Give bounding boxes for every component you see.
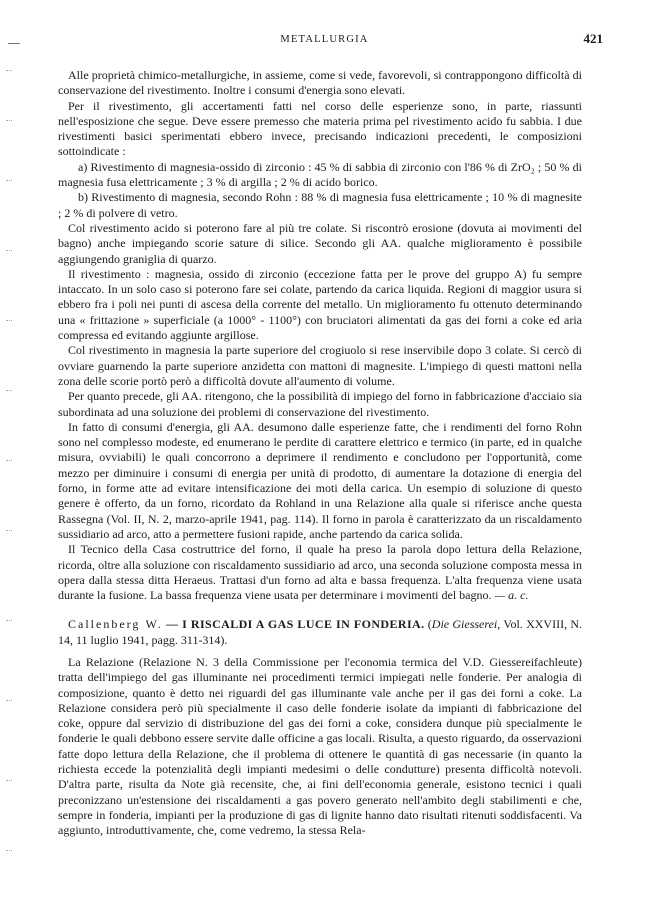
- paragraph: [58, 542, 582, 603]
- list-item: a) Rivestimento di magnesia-ossido di zirconio : 45 % di sabbia di zirconio con l'86 % di ZrO₂ ; 50 % di magnesia fusa elettricamente ; 3 % di argilla ; 2 % di acido borico.: [58, 159, 582, 190]
- page-header: [0, 30, 649, 50]
- paragraph: Il rivestimento : magnesia, ossido di zirconio (eccezione fatta per le prove del gruppo A) fu sempre intaccato. In un solo caso si poterono fare sei colate, partendo da carica liquida. Regioni di maggior usura si ebbero fra i poli nei punti di ascesa della corrente del metallo. Un miglioramento fu ottenuto determinando una « frittazione » superficiale (a 1000° - 1100°) con bruciatori alimentati da gas dei forni a coke ed aria compressa ed evitando aggiunte argillose.: [58, 266, 582, 343]
- paragraph: Per quanto precede, gli AA. ritengono, che la possibilità di impiego del forno in fabbricazione d'acciaio sia subordinata ad una soluzione dei problemi di conservazione del rivestimento.: [58, 389, 582, 419]
- citation-title: — I RISCALDI A GAS LUCE IN FONDERIA.: [166, 617, 425, 632]
- paragraph: Col rivestimento in magnesia la parte superiore del crogiuolo si rese inservibile dopo 3 colate. Si cercò di ovviare guarnendo la parte superiore anzidetta con mattoni di magnesite. L'impiego di questi mattoni nella zona delle scorie portò però a difficoltà dovute all'aumento di volume.: [58, 343, 582, 388]
- paragraph: Alle proprietà chimico-metallurgiche, in assieme, come si vede, favorevoli, si contrappongono difficoltà di conservazione del rivestimento. Inoltre i consumi d'energia sono elevati.: [58, 68, 582, 98]
- citation-author: Callenberg W.: [68, 617, 163, 632]
- paragraph-text: Il Tecnico della Casa costruttrice del forno, il quale ha preso la parola dopo lettura della Relazione, ricorda, oltre alla soluzione con riscaldamento sussidiario ad arco, una seconda soluzione composta messa in opera dalla stessa ditta Heraeus. Trattasi d'un forno ad alta e bassa frequenza. L'alta frequenza viene usata durante la fusione. La bassa frequenza viene usata per determinare i movimenti del bagno.: [58, 542, 582, 603]
- paragraph: In fatto di consumi d'energia, gli AA. desumono dalle esperienze fatte, che i rendimenti del forno Rohn sono nel complesso modeste, ed enumerano le perdite di carattere elettrico e termico (in parte, ed in qualche misura, ovviabili) le quali concorrono a deprimere il rendimento e concludono per l'opportunità, come mezzo per diminuire i consumi di energia per unità di prodotto, di aumentare la dotazione di energia del forno, in forme atte ad evitare intensificazione dei moti della carica. Un esempio di soluzione di questo genere è offerto, da un forno, ricordato da Rohland in una Relazione alla quale si riferisce anche questa Rassegna (Vol. II, N. 2, marzo-aprile 1941, pag. 114). Il forno in parola è caratterizzato da un riscaldamento sussidiario ad arco, atto a permettere fusioni rapide, anche partendo da carica solida.: [58, 419, 582, 541]
- page-number: 421: [583, 31, 603, 46]
- margin-scan-marks: [2, 60, 22, 880]
- paragraph: Per il rivestimento, gli accertamenti fatti nel corso delle esperienze sono, in parte, riassunti nell'esposizione che segue. Deve essere premesso che materia prima pel rivestimento acido fu sabbia. I due rivestimenti basici sperimentati ebbero invece, precisando indicazioni precedenti, le composizioni sottoindicate :: [58, 98, 582, 159]
- running-title: METALLURGIA: [280, 34, 369, 45]
- paragraph: Col rivestimento acido si poterono fare al più tre colate. Si riscontrò erosione (dovuta ai movimenti del bagno) anche impiegando scorie sature di silice. Secondo gli AA. qualche miglioramento è possibile aggiungendo graniglia di quarzo.: [58, 220, 582, 266]
- article-citation: [58, 617, 582, 648]
- citation-details: , Vol. XXVIII, N. 14, 11 luglio 1941, pagg. 311-314).: [58, 617, 583, 647]
- list-item: b) Rivestimento di magnesia, secondo Rohn : 88 % di magnesia fusa elettricamente ; 10 % di magnesite ; 2 % di polvere di vetro.: [58, 190, 582, 220]
- author-initials: — a. c.: [494, 588, 529, 603]
- paragraph: La Relazione (Relazione N. 3 della Commissione per l'economia termica del V.D. Giessereifachleute) tratta dell'impiego del gas illuminante nei procedimenti termici impiegati nelle fonderie. Per analogia di composizione, quanto è detto nei riguardi del gas illuminante vale anche per il gas dei forni a coke. La Relazione considera però più specialmente il caso delle fonderie isolate da impianti di fabbricazione del coke, oppure dal servizio di distribuzione del gas dei forni a coke, considera dunque più specialmente le fonderie le quali debbono essere servite dalle officine a gas locali. Risulta, a questo riguardo, da osservazioni fatte dopo lettura della Relazione, che il problema di ottenere le quantità di gas necessarie (in quanto la richiesta eccede la potenzialità degli impianti medesimi o delle condutture) presenta difficoltà notevoli. D'altra parte, risulta da Note già recensite, che, ai fini dell'economia generale, esistono tecnici i quali preconizzano un'estensione dei riscaldamenti a gas povero generato nell'ambito degli stabilimenti e che, sempre in fonderia, impianti per la produzione di gas di lignite hanno dato risultati ritenuti soddisfacenti. Va aggiunto, introduttivamente, che, come vedremo, la stessa Rela-: [58, 654, 582, 838]
- citation-journal: Die Giesserei: [431, 617, 498, 632]
- article-body: [58, 68, 582, 839]
- citation-paren: (: [427, 617, 432, 632]
